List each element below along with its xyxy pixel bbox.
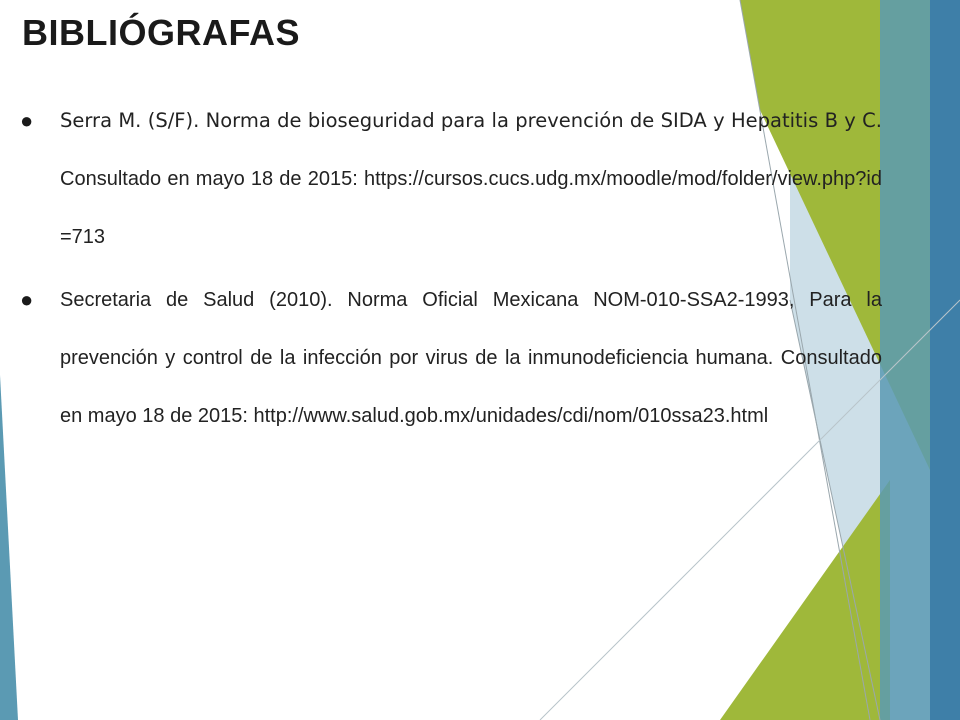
olive-lower-shape bbox=[720, 480, 890, 720]
reference-item bbox=[20, 271, 882, 445]
filled-circle-bullet-icon: ● bbox=[20, 287, 34, 312]
reference-consulted: Consultado en mayo 18 de 2015: bbox=[60, 347, 882, 427]
reference-title: Norma de bioseguridad para la prevención de SIDA y Hepatitis B y C. bbox=[205, 109, 882, 132]
reference-author: Serra M. (S/F). bbox=[60, 109, 206, 132]
reference-list bbox=[20, 92, 882, 450]
filled-circle-bullet-icon: ● bbox=[20, 108, 34, 133]
reference-url: https://cursos.cucs.udg.mx/moodle/mod/folder/view.php?id=713 bbox=[60, 168, 882, 248]
steel-blue-stripe-shape bbox=[930, 0, 960, 720]
left-accent-shape bbox=[0, 375, 18, 720]
reference-url: http://www.salud.gob.mx/unidades/cdi/nom/010ssa23.html bbox=[253, 405, 769, 427]
teal-bar-shape bbox=[880, 0, 930, 720]
reference-item bbox=[20, 92, 882, 266]
reference-author: Secretaria de Salud (2010). Norma Oficial Mexicana NOM-010-SSA2-1993, Para la prevención y control de la infección por virus de la inmunodeficiencia humana. bbox=[60, 289, 882, 369]
page-title: BIBLIÓGRAFAS bbox=[22, 12, 301, 53]
reference-consulted: Consultado en mayo 18 de 2015: bbox=[60, 168, 358, 190]
